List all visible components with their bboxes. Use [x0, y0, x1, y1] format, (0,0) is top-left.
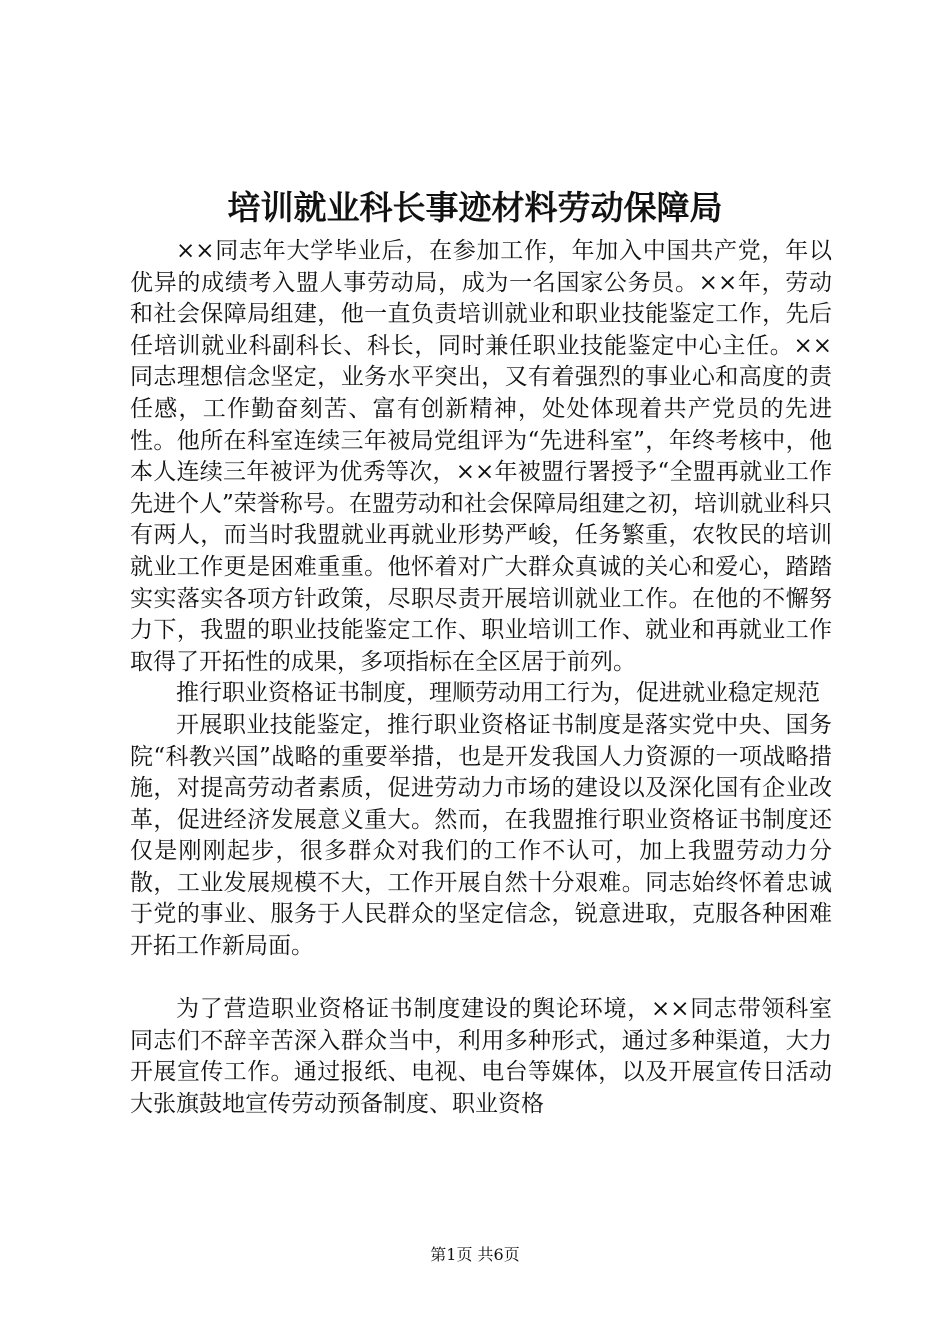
paragraph-intro: ××同志年大学毕业后，在参加工作，年加入中国共产党，年以优异的成绩考入盟人事劳动局，成为一名国家公务员。××年，劳动和社会保障局组建，他一直负责培训就业和职业技能鉴定工作，先后任培训就业科副科长、科长，同时兼任职业技能鉴定中心主任。××同志理想信念坚定，业务水平突出，又有着强烈的事业心和高度的责任感，工作勤奋刻苦、富有创新精神，处处体现着共产党员的先进性。他所在科室连续三年被局党组评为“先进科室”，年终考核中，他本人连续三年被评为优秀等次，××年被盟行署授予“全盟再就业工作先进个人”荣誉称号。在盟劳动和社会保障局组建之初，培训就业科只有两人，而当时我盟就业再就业形势严峻，任务繁重，农牧民的培训就业工作更是困难重重。他怀着对广大群众真诚的关心和爱心，踏踏实实落实各项方针政策，尽职尽责开展培训就业工作。在他的不懈努力下，我盟的职业技能鉴定工作、职业培训工作、就业和再就业工作取得了开拓性的成果，多项指标在全区居于前列。: [130, 238, 832, 675]
page-number-footer: 第1页 共6页: [430, 1245, 520, 1264]
paragraph-section-heading: 推行职业资格证书制度，理顺劳动用工行为，促进就业稳定规范: [176, 680, 820, 707]
document-title: 培训就业科长事迹材料劳动保障局: [227, 188, 723, 227]
paragraph-publicity: 为了营造职业资格证书制度建设的舆论环境，××同志带领科室同志们不辞辛苦深入群众当中，利用多种形式，通过多种渠道，大力开展宣传工作。通过报纸、电视、电台等媒体，以及开展宣传日活动大张旗鼓地宣传劳动预备制度、职业资格: [130, 996, 832, 1118]
document-body: [130, 236, 832, 1121]
paragraph-skills-certification: 开展职业技能鉴定，推行职业资格证书制度是落实党中央、国务院“科教兴国”战略的重要举措，也是开发我国人力资源的一项战略措施，对提高劳动者素质，促进劳动力市场的建设以及深化国有企业改革，促进经济发展意义重大。然而，在我盟推行职业资格证书制度还仅是刚刚起步，很多群众对我们的工作不认可，加上我盟劳动力分散，工业发展规模不大，工作开展自然十分艰难。同志始终怀着忠诚于党的事业、服务于人民群众的坚定信念，锐意进取，克服各种困难开拓工作新局面。: [130, 711, 832, 960]
